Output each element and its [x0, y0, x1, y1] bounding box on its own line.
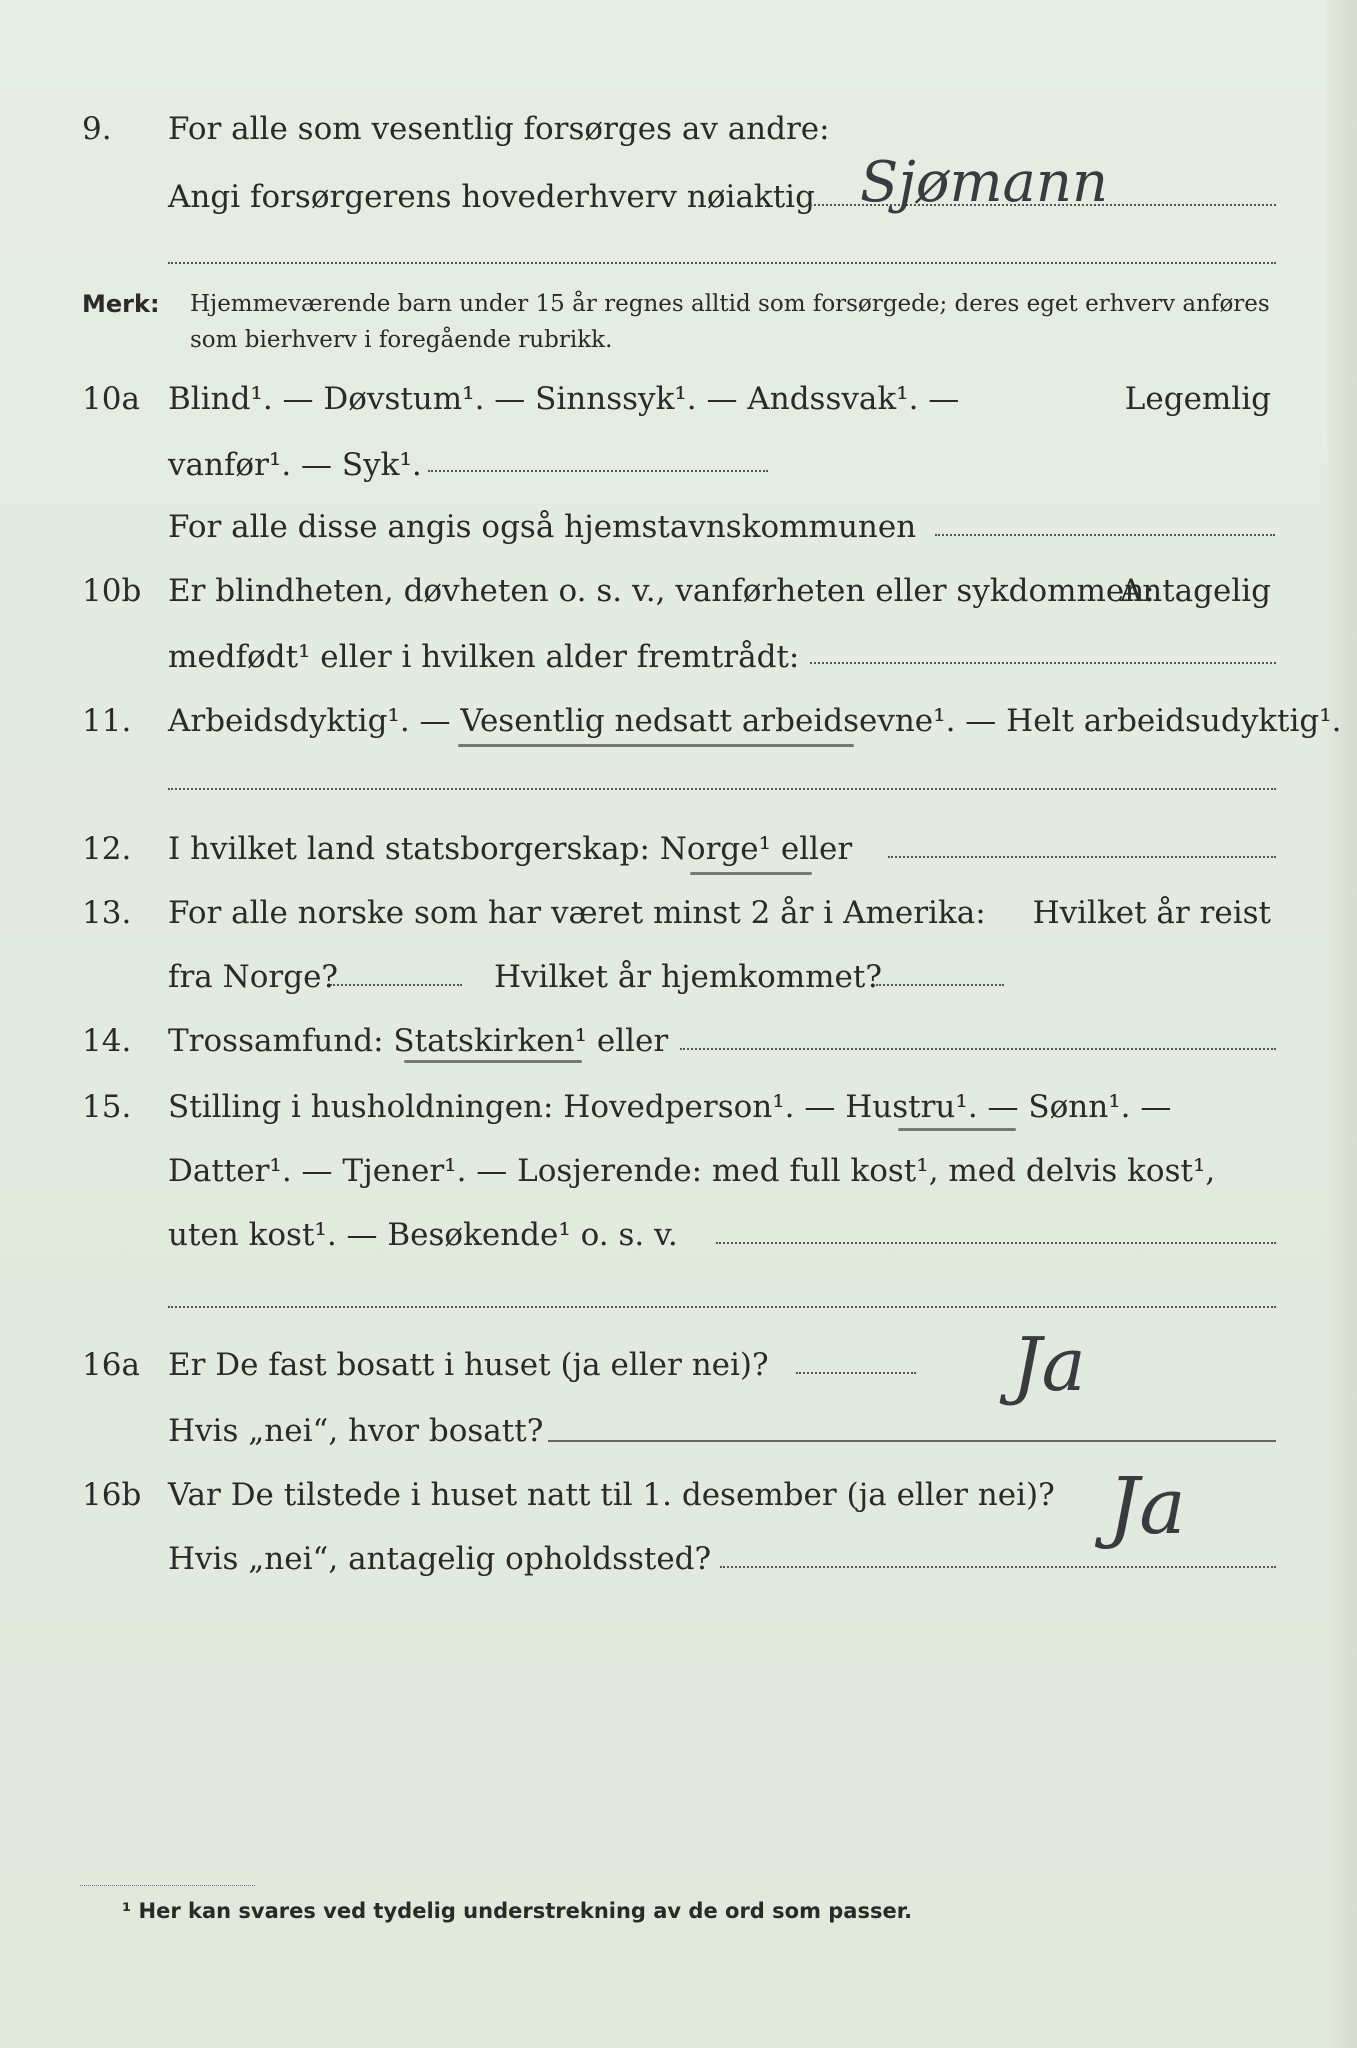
q13-line2	[0, 952, 1357, 1002]
q9-text1: For alle som vesentlig forsørges av andre:	[168, 111, 830, 147]
q11-option-b-underlined: Vesentlig nedsatt arbeidsevne¹	[460, 703, 946, 739]
q9-answer-line2	[168, 262, 1276, 264]
q16a-handwritten-answer: Ja	[1012, 1322, 1086, 1408]
q16a-line1	[0, 1340, 1357, 1390]
q15-underline-mark	[898, 1128, 1016, 1131]
q11-line1	[0, 696, 1357, 746]
q15-text1-c: . — Sønn¹. —	[967, 1089, 1172, 1125]
q15-text2: Datter¹. — Tjener¹. — Losjerende: med full kost¹, med delvis kost¹,	[168, 1153, 1216, 1189]
q10b-text1: Er blindheten, døvheten o. s. v., vanførheten eller sykdommen:	[168, 573, 1155, 609]
footnote-text: ¹ Her kan svares ved tydelig understrekning av de ord som passer.	[122, 1899, 913, 1923]
q11-text	[168, 696, 1342, 746]
q9-line1	[0, 104, 1357, 154]
q13-reist-line	[330, 984, 462, 986]
q16b-text1: Var De tilstede i huset natt til 1. desember (ja eller nei)?	[168, 1477, 1055, 1513]
q14-text-a: Trossamfund:	[168, 1023, 394, 1059]
q10a-text1-right: Legemlig	[1124, 381, 1271, 417]
q13-line1	[0, 888, 1357, 938]
footnote-rule	[80, 1885, 255, 1886]
q14-underline-mark	[404, 1060, 582, 1063]
merk-label: Merk:	[82, 290, 160, 318]
q16a-text1: Er De fast bosatt i huset (ja eller nei)?	[168, 1347, 769, 1383]
q13-number: 13.	[82, 895, 132, 931]
q12-text	[168, 824, 852, 874]
q14-number: 14.	[82, 1023, 132, 1059]
q16a-bosatt-line	[548, 1440, 1276, 1442]
q16a-number: 16a	[82, 1347, 140, 1383]
q16b-number: 16b	[82, 1477, 142, 1513]
q14-answer-line	[680, 1048, 1276, 1050]
q11-option-a: Arbeidsdyktig¹. —	[168, 703, 461, 739]
q10b-text2: medfødt¹ eller i hvilken alder fremtrådt:	[168, 639, 800, 675]
q9-text2: Angi forsørgerens hovederhverv nøiaktig	[168, 179, 815, 215]
q12-text-a: I hvilket land statsborgerskap:	[168, 831, 660, 867]
q13-hjemkommet-line	[876, 984, 1004, 986]
q13-text2b: Hvilket år hjemkommet?	[494, 959, 882, 995]
q10a-text2: vanfør¹. — Syk¹.	[168, 447, 422, 483]
q15-number: 15.	[82, 1089, 132, 1125]
q16b-text2: Hvis „nei“, antagelig opholdssted?	[168, 1541, 712, 1577]
q10b-line1	[0, 566, 1357, 616]
q16a-line2	[0, 1406, 1357, 1456]
q10a-line1	[0, 374, 1357, 424]
q12-underline-mark	[690, 872, 812, 875]
q10a-text1: Blind¹. — Døvstum¹. — Sinnssyk¹. — Andssvak¹. —	[168, 381, 960, 417]
q16b-opholdssted-line	[720, 1566, 1276, 1568]
q13-text1: For alle norske som har været minst 2 år i Amerika:	[168, 895, 986, 931]
q12-number: 12.	[82, 831, 132, 867]
q9-handwritten-answer: Sjømann	[860, 150, 1109, 215]
q15-option-hustru-underlined: Hustru¹	[845, 1089, 968, 1125]
q11-number: 11.	[82, 703, 132, 739]
q16b-line2	[0, 1534, 1357, 1584]
q12-text-c: eller	[771, 831, 853, 867]
q10b-number: 10b	[82, 573, 142, 609]
q10a-kommune-line	[935, 534, 1275, 536]
q15-text1	[168, 1082, 1171, 1132]
q15-line2	[0, 1146, 1357, 1196]
q15-line3	[0, 1210, 1357, 1260]
q10a-text3: For alle disse angis også hjemstavnskommunen	[168, 509, 917, 545]
q10a-syk-line	[428, 470, 768, 472]
q15-text1-a: Stilling i husholdningen: Hovedperson¹. —	[168, 1089, 846, 1125]
q10b-text1-right: Antagelig	[1119, 573, 1271, 609]
q11-answer-line	[168, 788, 1276, 790]
q14-option-statskirken-underlined: Statskirken¹	[393, 1023, 587, 1059]
q15-text3: uten kost¹. — Besøkende¹ o. s. v.	[168, 1217, 678, 1253]
q10a-line3	[0, 502, 1357, 552]
merk-text: Hjemmeværende barn under 15 år regnes alltid som forsørgede; deres eget erhverv anføres som bierhverv i foregående rubrikk.	[190, 291, 1270, 353]
q14-text	[168, 1016, 668, 1066]
q12-option-norge-underlined: Norge¹	[659, 831, 772, 867]
q14-text-c: eller	[587, 1023, 669, 1059]
q15-answer-line2	[168, 1306, 1276, 1308]
q13-text2a: fra Norge?	[168, 959, 339, 995]
q11-underline-mark	[458, 744, 854, 747]
q10b-line2	[0, 632, 1357, 682]
q10a-line2	[0, 440, 1357, 490]
q15-line1	[0, 1082, 1357, 1132]
q10b-answer-line	[810, 662, 1276, 664]
q12-line1	[0, 824, 1357, 874]
q12-answer-line	[888, 856, 1276, 858]
q15-answer-line	[716, 1242, 1276, 1244]
q13-text1-right: Hvilket år reist	[1032, 895, 1271, 931]
q10a-number: 10a	[82, 381, 140, 417]
q16a-text2: Hvis „nei“, hvor bosatt?	[168, 1413, 544, 1449]
q16b-handwritten-answer: Ja	[1108, 1462, 1186, 1552]
q16a-answer-line	[796, 1372, 916, 1374]
q9-line2	[0, 172, 1357, 222]
q9-number: 9.	[82, 111, 112, 147]
q14-line1	[0, 1016, 1357, 1066]
q11-option-c: . — Helt arbeidsudyktig¹.	[945, 703, 1342, 739]
